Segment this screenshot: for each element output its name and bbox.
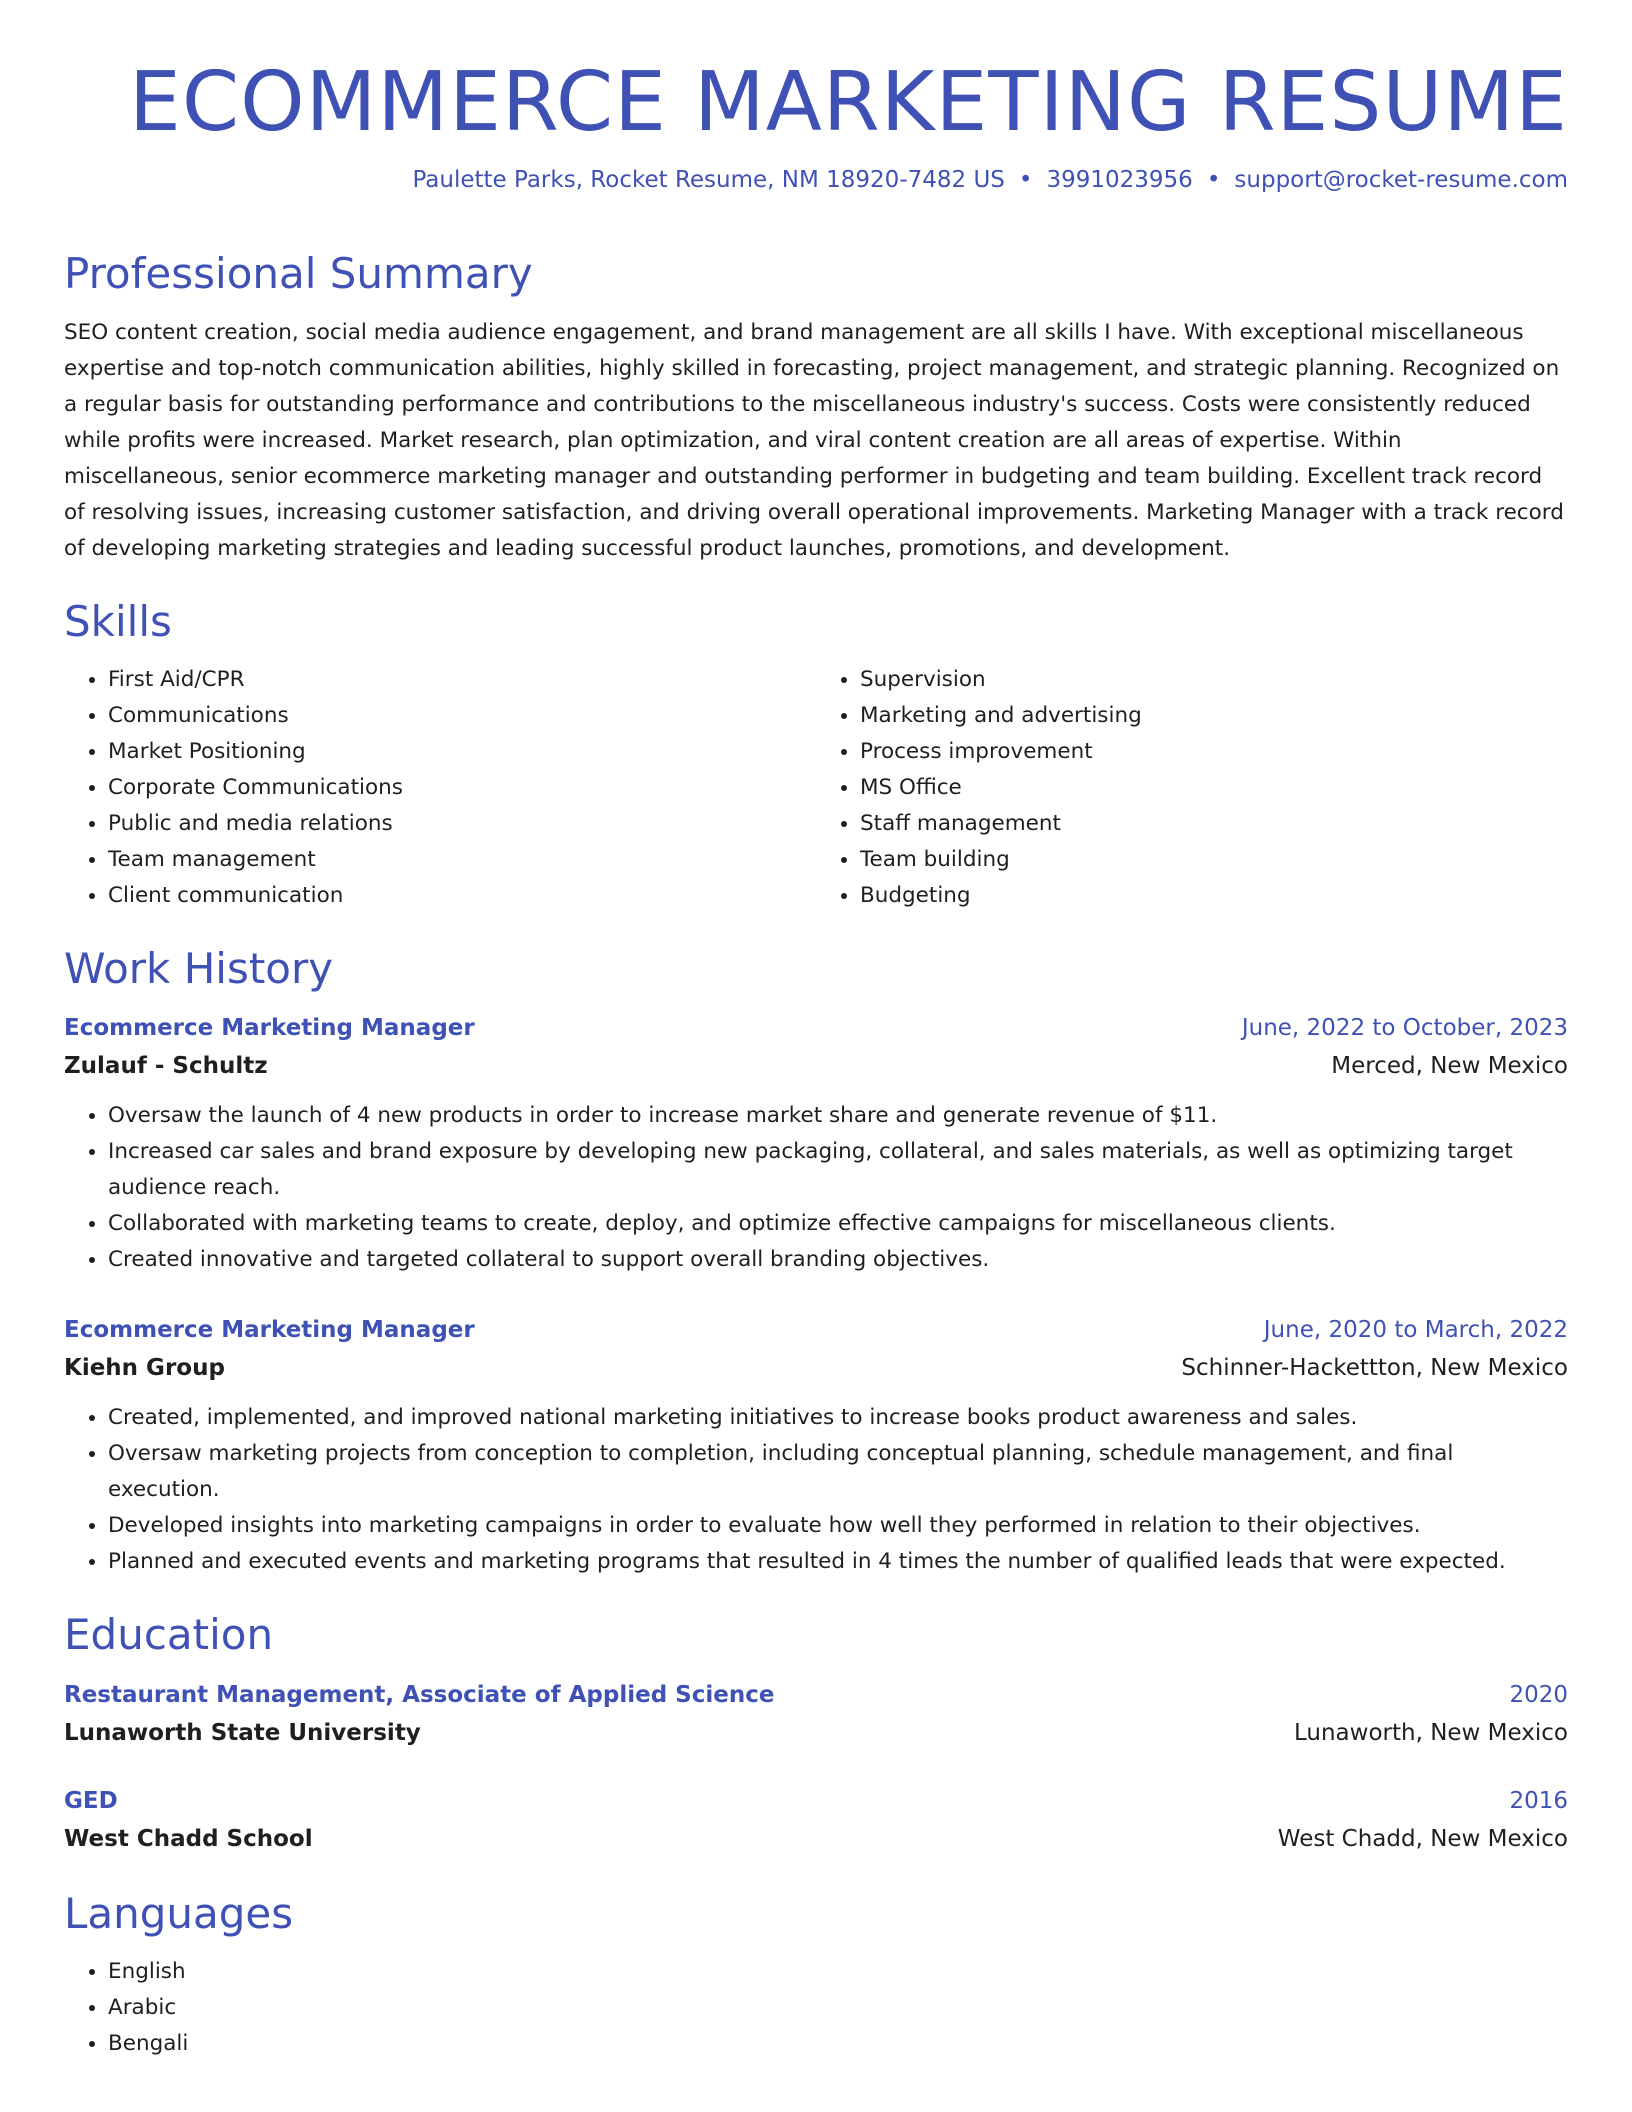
job-company: Kiehn Group (64, 1355, 225, 1382)
languages-list (64, 1954, 1568, 2062)
skills-list-left (64, 662, 816, 914)
language-item: • English (108, 1954, 1568, 1990)
job-title-row (64, 1010, 1568, 1046)
contact-line (64, 164, 1568, 196)
education-location: Lunaworth, New Mexico (1293, 1719, 1568, 1746)
resume-header (64, 54, 1568, 197)
job-bullet: • Collaborated with marketing teams to create, deploy, and optimize effective campaigns for miscellaneous clients. (108, 1206, 1568, 1242)
job-company-row (64, 1348, 1568, 1388)
education-entry (64, 1783, 1568, 1859)
job-bullet: • Increased car sales and brand exposure by developing new packaging, collateral, and sales materials, as well as optimizing target audience reach. (108, 1134, 1568, 1206)
contact-email[interactable]: support@rocket-resume.com (1234, 167, 1568, 194)
language-item: • Bengali (108, 2026, 1568, 2062)
contact-phone: 3991023956 (1046, 167, 1193, 194)
job-bullets (64, 1400, 1568, 1580)
summary-text: SEO content creation, social media audience engagement, and brand management are all skills I have. With exceptional miscellaneous expertise and top-notch communication abilities, highly skilled in forecasting, project management, and strategic planning. Recognized on a regular basis for outstanding performance and contributions to the miscellaneous industry's success. Costs were consistently reduced while profits were increased. Market research, plan optimization, and viral content creation are all areas of expertise. Within miscellaneous, senior ecommerce marketing manager and outstanding performer in budgeting and team building. Excellent track record of resolving issues, increasing customer satisfaction, and driving overall operational improvements. Marketing Manager with a track record of developing marketing strategies and leading successful product launches, promotions, and development. (64, 320, 1564, 562)
education-degree-row (64, 1783, 1568, 1819)
skill-item: • First Aid/CPR (108, 662, 816, 698)
skill-item: • Client communication (108, 878, 816, 914)
skill-item: • Budgeting (860, 878, 1568, 914)
job-dates: June, 2020 to March, 2022 (1263, 1317, 1568, 1344)
skill-item: • Team management (108, 842, 816, 878)
resume-title: ECOMMERCE MARKETING RESUME (129, 55, 1568, 150)
job-company: Zulauf - Schultz (64, 1053, 268, 1080)
job-title: Ecommerce Marketing Manager (64, 1015, 475, 1042)
education-entry (64, 1677, 1568, 1753)
job-bullet: • Developed insights into marketing campaigns in order to evaluate how well they performed in relation to their objectives. (108, 1508, 1568, 1544)
skill-item: • Marketing and advertising (860, 698, 1568, 734)
education-heading: Education (64, 1610, 274, 1660)
contact-separator: • (1018, 167, 1033, 194)
education-school: Lunaworth State University (64, 1719, 421, 1746)
language-item: • Arabic (108, 1990, 1568, 2026)
job-bullet: • Planned and executed events and marketing programs that resulted in 4 times the number of qualified leads that were expected. (108, 1544, 1568, 1580)
education-location: West Chadd, New Mexico (1277, 1825, 1568, 1852)
skill-item: • Market Positioning (108, 734, 816, 770)
work-history-section (64, 942, 1568, 1581)
summary-heading: Professional Summary (64, 248, 533, 298)
job-bullet: • Created innovative and targeted collateral to support overall branding objectives. (108, 1242, 1568, 1278)
skill-item: • Communications (108, 698, 816, 734)
education-degree-row (64, 1677, 1568, 1713)
skill-item: • Public and media relations (108, 806, 816, 842)
job-dates: June, 2022 to October, 2023 (1241, 1015, 1568, 1042)
skill-item: • Corporate Communications (108, 770, 816, 806)
job-bullet: • Oversaw the launch of 4 new products in order to increase market share and generate revenue of $11. (108, 1098, 1568, 1134)
skills-grid (64, 662, 1568, 914)
contact-address: Paulette Parks, Rocket Resume, NM 18920-7482 US (412, 167, 1005, 194)
education-school: West Chadd School (64, 1825, 313, 1852)
education-section (64, 1608, 1568, 1859)
skill-item: • MS Office (860, 770, 1568, 806)
job-bullets (64, 1098, 1568, 1278)
job-title: Ecommerce Marketing Manager (64, 1317, 475, 1344)
education-degree: GED (64, 1787, 118, 1814)
job-location: Merced, New Mexico (1331, 1053, 1568, 1080)
job-bullet: • Created, implemented, and improved national marketing initiatives to increase books product awareness and sales. (108, 1400, 1568, 1436)
contact-separator: • (1206, 167, 1221, 194)
languages-heading: Languages (64, 1888, 294, 1938)
skill-item: • Process improvement (860, 734, 1568, 770)
education-school-row (64, 1819, 1568, 1859)
skill-item: • Team building (860, 842, 1568, 878)
job-entry (64, 1010, 1568, 1278)
education-year: 2020 (1509, 1681, 1568, 1708)
skills-list-right (816, 662, 1568, 914)
languages-section (64, 1887, 1568, 2062)
job-title-row (64, 1312, 1568, 1348)
skills-heading: Skills (64, 597, 172, 647)
skill-item: • Supervision (860, 662, 1568, 698)
summary-section (64, 247, 1568, 568)
work-history-heading: Work History (64, 943, 334, 993)
skills-section (64, 595, 1568, 914)
skill-item: • Staff management (860, 806, 1568, 842)
education-degree: Restaurant Management, Associate of Applied Science (64, 1681, 775, 1708)
job-bullet: • Oversaw marketing projects from conception to completion, including conceptual planning, schedule management, and final execution. (108, 1436, 1568, 1508)
job-location: Schinner-Hackettton, New Mexico (1181, 1355, 1568, 1382)
job-company-row (64, 1046, 1568, 1086)
education-year: 2016 (1509, 1787, 1568, 1814)
education-school-row (64, 1713, 1568, 1753)
job-entry (64, 1312, 1568, 1580)
